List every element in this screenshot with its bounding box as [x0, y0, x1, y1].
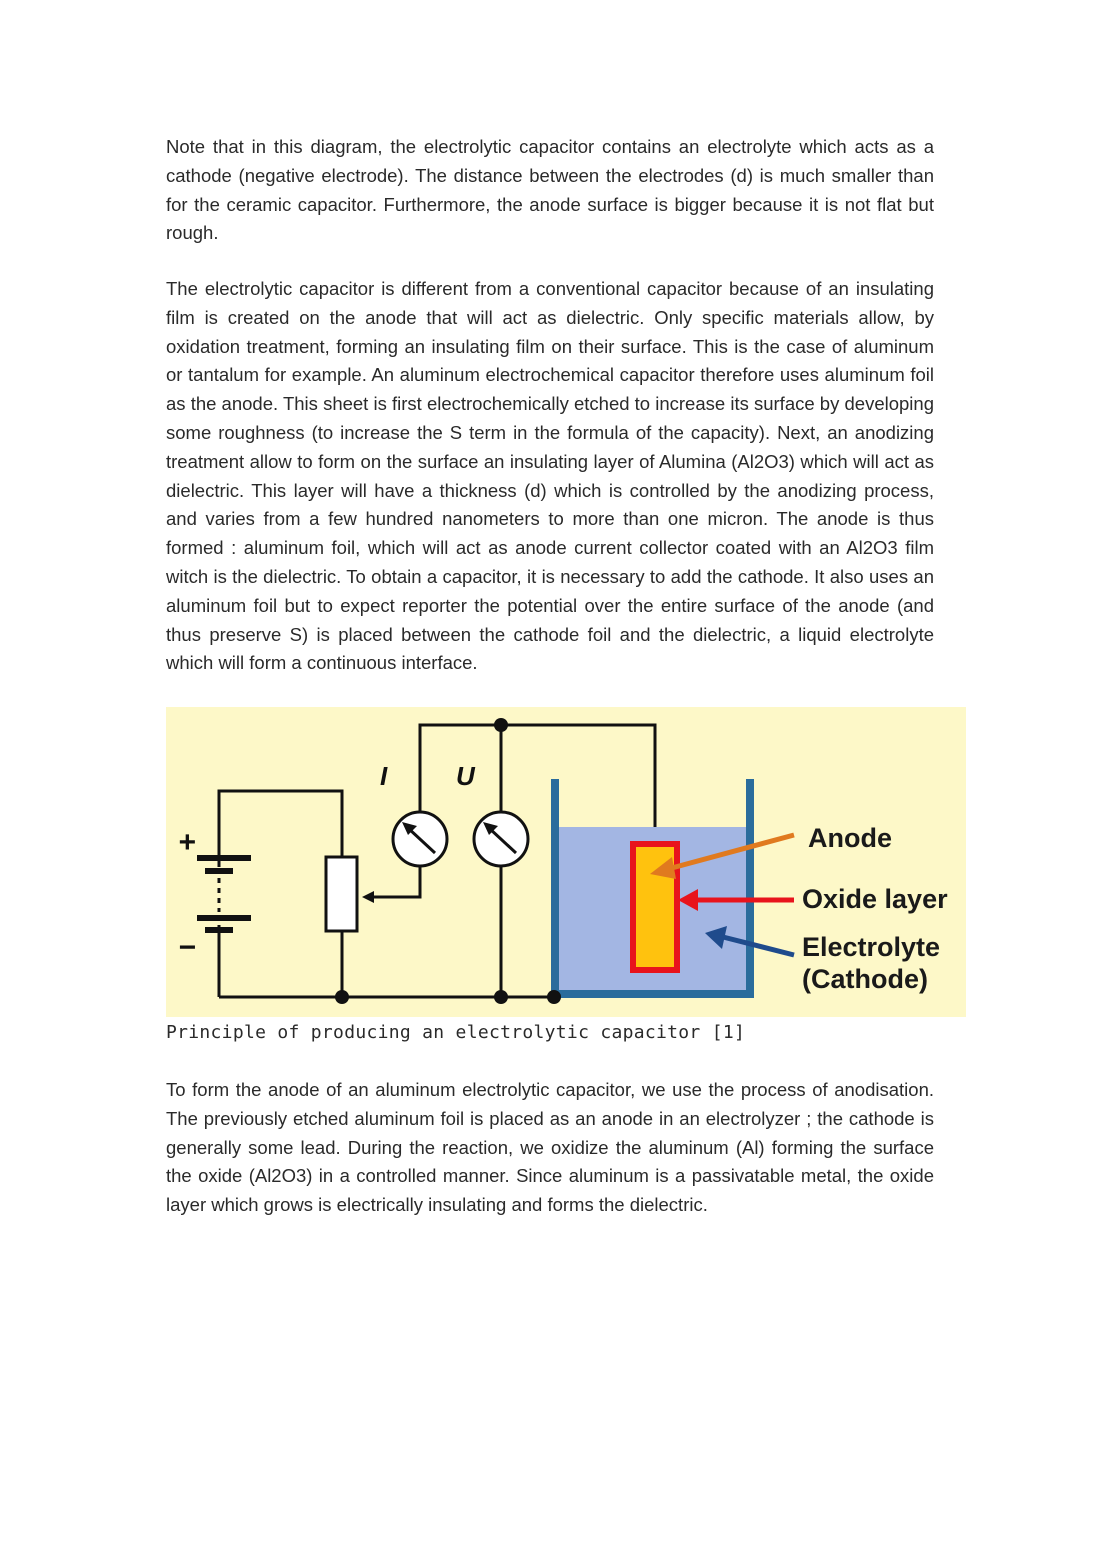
current-label: I — [380, 761, 388, 791]
capacitor-diagram-svg — [166, 707, 966, 1017]
potentiometer — [326, 857, 357, 931]
paragraph-diagram-note: Note that in this diagram, the electrolytic capacitor contains an electrolyte which acts as a cathode (negative electrode). The distance between the electrodes (d) is much smaller than for the ceramic capacitor. Furthermore, the anode surface is bigger because it is not flat but rough. — [166, 136, 934, 244]
cathode-label: (Cathode) — [802, 964, 928, 994]
ammeter-symbol — [393, 812, 447, 866]
oxide-layer-label: Oxide layer — [802, 884, 948, 914]
paragraph-anodisation: To form the anode of an aluminum electrolytic capacitor, we use the process of anodisation. The previously etched aluminum foil is placed as an anode in an electrolyzer ; the cathode is generally some lead. During the reaction, we oxidize the aluminum (Al) forming the surface the oxide (Al2O3) in a controlled manner. Since aluminum is a passivatable metal, the oxide layer which grows is electrically insulating and forms the dielectric. — [166, 1079, 934, 1216]
electrolyte-label: Electrolyte — [802, 932, 941, 962]
capacitor-diagram — [166, 707, 966, 1017]
voltmeter-symbol — [474, 812, 528, 866]
battery-plus-label: + — [178, 826, 196, 859]
anode-label: Anode — [808, 823, 892, 853]
paragraph-electrolytic-capacitor: The electrolytic capacitor is different from a conventional capacitor because of an insulating film is created on the anode that will act as dielectric. Only specific materials allow, by oxidation treatment, forming an insulating film on their surface. This is the case of aluminum or tantalum for example. An aluminum electrochemical capacitor therefore uses aluminum foil as the anode. This sheet is first electrochemically etched to increase its surface by developing some roughness (to increase the S term in the formula of the capacity). Next, an anodizing treatment allow to form on the surface an insulating layer of Alumina (Al2O3) which will act as dielectric. This layer will have a thickness (d) which is controlled by the anodizing process, and varies from a few hundred nanometers to more than one micron. The anode is thus formed : aluminum foil, which will act as anode current collector coated with an Al2O3 film witch is the dielectric. To obtain a capacitor, it is necessary to add the cathode. It also uses an aluminum foil but to expect reporter the potential over the entire surface of the anode (and thus preserve S) is placed between the cathode foil and the dielectric, a liquid electrolyte which will form a continuous interface. — [166, 278, 934, 674]
figure-caption: Principle of producing an electrolytic capacitor [1] — [166, 1022, 746, 1043]
battery-minus-label: − — [178, 931, 196, 964]
voltage-label: U — [456, 761, 475, 791]
